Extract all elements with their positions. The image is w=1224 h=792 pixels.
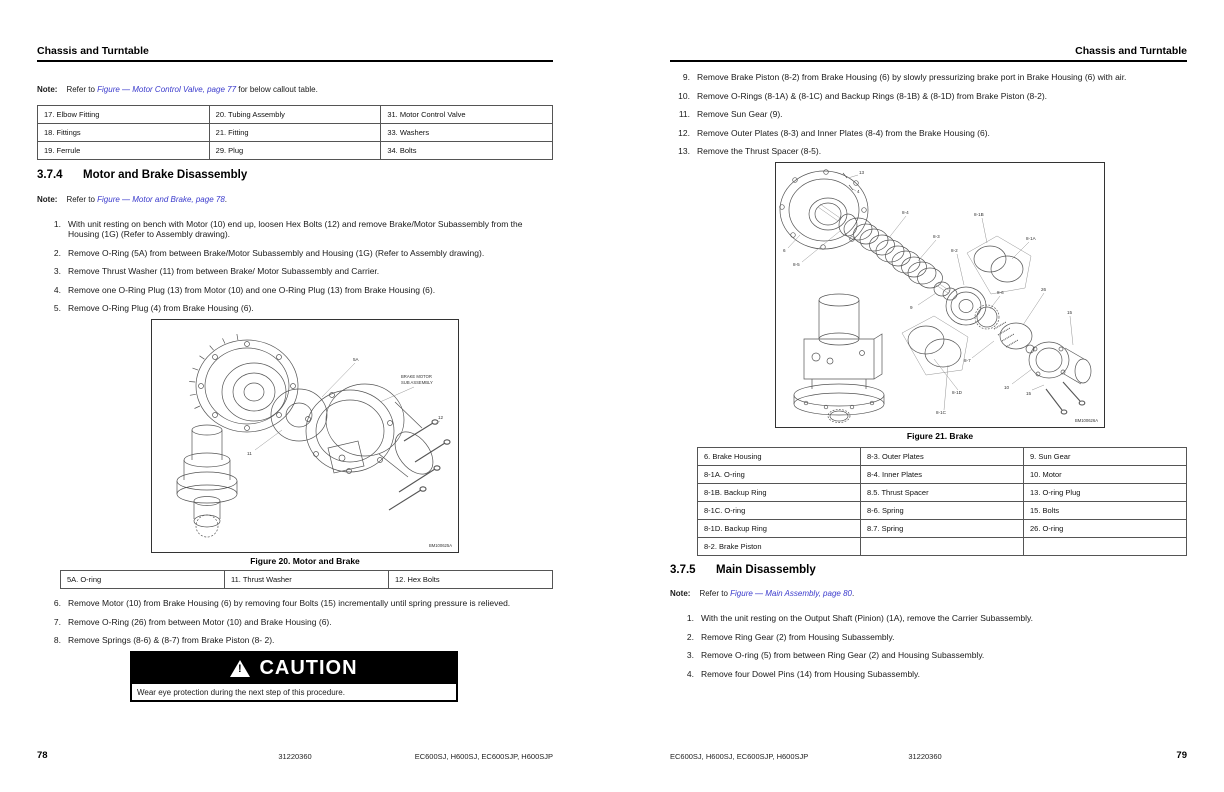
link-figure-main-assembly[interactable]: Figure — Main Assembly, page 80 <box>730 589 852 598</box>
step-text: With unit resting on bench with Motor (10) end up, loosen Hex Bolts (12) and remove Brake/Motor Subassembly from the Housing (1G) (Refer to Assembly drawing). <box>68 219 523 239</box>
callout-13: 13 <box>859 170 865 175</box>
publication-number: 31220360 <box>278 752 312 761</box>
figure-21-brake-drawing <box>775 162 1105 428</box>
step-text: Remove Motor (10) from Brake Housing (6) by removing four Bolts (15) incrementally until spring pressure is relieved. <box>68 598 511 608</box>
table-cell: 19. Ferrule <box>38 142 210 160</box>
step-number: 4. <box>686 668 694 679</box>
callout-12: 12 <box>438 415 444 420</box>
note-text-before: Refer to <box>699 589 731 598</box>
page-number: 79 <box>1176 750 1187 761</box>
table-cell: 20. Tubing Assembly <box>209 106 381 124</box>
valve-callout-table <box>37 105 553 160</box>
note-text-after: for below callout table. <box>236 85 318 94</box>
exploded-view-motor-brake <box>152 320 458 552</box>
note-label: Note: <box>37 85 58 94</box>
table-cell: 8-1A. O-ring <box>698 466 861 484</box>
section-number: 3.7.5 <box>670 564 696 576</box>
step-number: 4. <box>53 284 61 295</box>
table-cell: 34. Bolts <box>381 142 553 160</box>
step-text: Remove Springs (8-6) & (8-7) from Brake Piston (8- 2). <box>68 635 275 646</box>
table-row <box>38 106 553 124</box>
callout-9: 9 <box>910 305 913 310</box>
callout-8-4: 8-4 <box>902 210 909 215</box>
step-number: 2. <box>53 247 61 258</box>
subassembly-label-line1: BRAKE MOTOR <box>401 374 432 379</box>
table-cell: 8-1B. Backup Ring <box>698 484 861 502</box>
step-number: 6. <box>53 598 61 608</box>
step-item <box>672 109 1187 119</box>
callout-8-3: 8-3 <box>933 234 940 239</box>
callout-5a: 5A <box>353 357 359 362</box>
table-cell: 26. O-ring <box>1024 520 1187 538</box>
step-item <box>46 285 553 295</box>
table-cell: 8-3. Outer Plates <box>861 448 1024 466</box>
table-row <box>61 571 553 589</box>
note-text-before: Refer to <box>66 195 98 204</box>
callout-8-2: 8-2 <box>951 248 958 253</box>
step-text: Remove O-Ring (5A) from between Brake/Motor Subassembly and Housing (1G) (Refer to Assembly drawing). <box>68 247 485 258</box>
table-cell: 12. Hex Bolts <box>389 571 553 589</box>
step-item <box>672 146 1187 156</box>
table-cell: 33. Washers <box>381 124 553 142</box>
table-cell: 9. Sun Gear <box>1024 448 1187 466</box>
section-number: 3.7.4 <box>37 169 63 181</box>
steps-1-5 <box>46 219 553 322</box>
step-item <box>679 613 1187 623</box>
step-item <box>679 669 1187 679</box>
step-number: 3. <box>53 266 61 277</box>
step-number: 1. <box>686 613 694 623</box>
note-main-assembly <box>670 589 1187 599</box>
figure-20-motor-and-brake-drawing <box>151 319 459 553</box>
step-item <box>46 266 553 276</box>
step-item <box>46 248 553 258</box>
table-row <box>698 520 1187 538</box>
callout-6: 6 <box>783 248 786 253</box>
table-cell <box>861 538 1024 556</box>
step-text: Remove four Dowel Pins (14) from Housing Subassembly. <box>701 668 921 679</box>
note-text-after: . <box>851 589 855 598</box>
callout-8-5: 8-5 <box>793 262 800 267</box>
model-list: EC600SJ, H600SJ, EC600SJP, H600SJP <box>670 752 809 761</box>
callout-8-1b: 8-1B <box>974 212 984 217</box>
right-header-rule <box>670 60 1187 62</box>
table-cell: 13. O-ring Plug <box>1024 484 1187 502</box>
caution-header <box>132 653 456 684</box>
table-cell: 8.5. Thrust Spacer <box>861 484 1024 502</box>
right-running-header: Chassis and Turntable <box>1075 45 1187 57</box>
step-item <box>679 632 1187 642</box>
step-text: Remove the Thrust Spacer (8-5). <box>697 146 822 157</box>
table-row <box>698 484 1187 502</box>
note-motor-control-valve <box>37 85 553 95</box>
step-item <box>46 617 553 627</box>
callout-8-7: 8-7 <box>964 358 971 363</box>
left-header-rule <box>37 60 553 62</box>
steps-9-13 <box>672 72 1187 165</box>
note-motor-and-brake <box>37 195 553 205</box>
callout-8-6: 8-6 <box>997 290 1004 295</box>
step-number: 8. <box>53 635 61 646</box>
callout-15-top: 15 <box>1067 310 1073 315</box>
table-cell: 17. Elbow Fitting <box>38 106 210 124</box>
table-cell: 21. Fitting <box>209 124 381 142</box>
step-number: 9. <box>682 72 690 82</box>
table-cell: 8-1D. Backup Ring <box>698 520 861 538</box>
brake-callout-table <box>697 447 1187 556</box>
note-label: Note: <box>670 589 691 598</box>
table-cell: 8-4. Inner Plates <box>861 466 1024 484</box>
table-row <box>698 448 1187 466</box>
step-item <box>672 128 1187 138</box>
step-number: 10. <box>678 90 690 101</box>
callout-15-bottom: 15 <box>1026 391 1032 396</box>
step-item <box>46 219 553 239</box>
step-number: 12. <box>678 127 690 138</box>
step-number: 5. <box>53 303 61 314</box>
table-cell: 8-6. Spring <box>861 502 1024 520</box>
table-row <box>698 502 1187 520</box>
table-cell: 8-1C. O-ring <box>698 502 861 520</box>
step-number: 13. <box>678 146 690 157</box>
table-row <box>698 466 1187 484</box>
drawing-code: BM100625A <box>428 543 452 548</box>
callout-26: 26 <box>1041 287 1047 292</box>
step-text: Remove Ring Gear (2) from Housing Subassembly. <box>701 631 895 642</box>
motor-brake-callout-table <box>60 570 553 589</box>
table-cell: 11. Thrust Washer <box>225 571 389 589</box>
steps-6-8 <box>46 598 553 654</box>
figure-21-caption: Figure 21. Brake <box>906 431 974 441</box>
caution-title: CAUTION <box>259 657 358 679</box>
link-figure-motor-control-valve[interactable]: Figure — Motor Control Valve, page 77 <box>97 85 237 94</box>
step-text: Remove one O-Ring Plug (13) from Motor (10) and one O-Ring Plug (13) from Brake Housing (6). <box>68 284 436 295</box>
page-number: 78 <box>37 750 48 761</box>
step-item <box>46 598 553 608</box>
table-cell: 6. Brake Housing <box>698 448 861 466</box>
figure-20-caption: Figure 20. Motor and Brake <box>250 556 360 566</box>
table-cell: 5A. O-ring <box>61 571 225 589</box>
note-text-after: . <box>224 195 227 204</box>
step-text: Remove O-Rings (8-1A) & (8-1C) and Backup Rings (8-1B) & (8-1D) from Brake Piston (8-2). <box>697 90 1048 101</box>
callout-4: 4 <box>857 189 860 194</box>
step-number: 2. <box>686 631 694 642</box>
section-title: Motor and Brake Disassembly <box>83 169 248 181</box>
section-heading-375 <box>670 564 816 576</box>
table-cell: 8.7. Spring <box>861 520 1024 538</box>
step-number: 1. <box>53 219 61 229</box>
caution-message: Wear eye protection during the next step of this procedure. <box>132 684 456 700</box>
step-text: Remove Thrust Washer (11) from between Brake/ Motor Subassembly and Carrier. <box>68 266 380 277</box>
step-number: 7. <box>53 616 61 627</box>
step-text: Remove O-Ring Plug (4) from Brake Housing (6). <box>68 303 254 314</box>
table-cell <box>1024 538 1187 556</box>
table-cell: 18. Fittings <box>38 124 210 142</box>
section-title: Main Disassembly <box>716 564 816 576</box>
step-number: 11. <box>678 109 690 120</box>
step-text: Remove Brake Piston (8-2) from Brake Housing (6) by slowly pressurizing brake port in Brake Housing (6) with air. <box>697 72 1127 82</box>
table-cell: 8-2. Brake Piston <box>698 538 861 556</box>
publication-number: 31220360 <box>908 752 942 761</box>
table-cell: 15. Bolts <box>1024 502 1187 520</box>
step-text: Remove O-Ring (26) from between Motor (10) and Brake Housing (6). <box>68 616 332 627</box>
steps-main-1-4 <box>679 613 1187 687</box>
left-running-header: Chassis and Turntable <box>37 45 149 57</box>
callout-10: 10 <box>1004 385 1010 390</box>
step-number: 3. <box>686 650 694 661</box>
model-list: EC600SJ, H600SJ, EC600SJP, H600SJP <box>414 752 553 761</box>
step-item <box>46 635 553 645</box>
step-text: Remove Outer Plates (8-3) and Inner Plates (8-4) from the Brake Housing (6). <box>697 127 990 138</box>
note-text-before: Refer to <box>66 85 98 94</box>
exploded-view-brake <box>776 163 1104 427</box>
note-label: Note: <box>37 195 58 204</box>
step-item <box>672 72 1187 82</box>
table-row <box>38 124 553 142</box>
step-item <box>46 303 553 313</box>
table-cell: 29. Plug <box>209 142 381 160</box>
callout-8-1d: 8-1D <box>952 390 962 395</box>
drawing-code: BM100626A <box>1074 418 1098 423</box>
caution-box <box>130 651 458 702</box>
callout-8-1c: 8-1C <box>936 410 946 415</box>
link-figure-motor-and-brake[interactable]: Figure — Motor and Brake, page 78 <box>97 195 225 204</box>
table-cell: 31. Motor Control Valve <box>381 106 553 124</box>
step-text: Remove Sun Gear (9). <box>697 109 783 120</box>
section-heading-374 <box>37 169 247 181</box>
step-item <box>679 650 1187 660</box>
table-row <box>698 538 1187 556</box>
warning-triangle-icon <box>230 660 250 677</box>
step-text: With the unit resting on the Output Shaft (Pinion) (1A), remove the Carrier Subassembly. <box>701 613 1033 623</box>
callout-8-1a: 8-1A <box>1026 236 1036 241</box>
subassembly-label-line2: SUB ASSEMBLY <box>401 380 433 385</box>
step-item <box>672 91 1187 101</box>
table-row <box>38 142 553 160</box>
table-cell: 10. Motor <box>1024 466 1187 484</box>
callout-11: 11 <box>247 451 252 456</box>
step-text: Remove O-ring (5) from between Ring Gear (2) and Housing Subassembly. <box>701 650 985 661</box>
